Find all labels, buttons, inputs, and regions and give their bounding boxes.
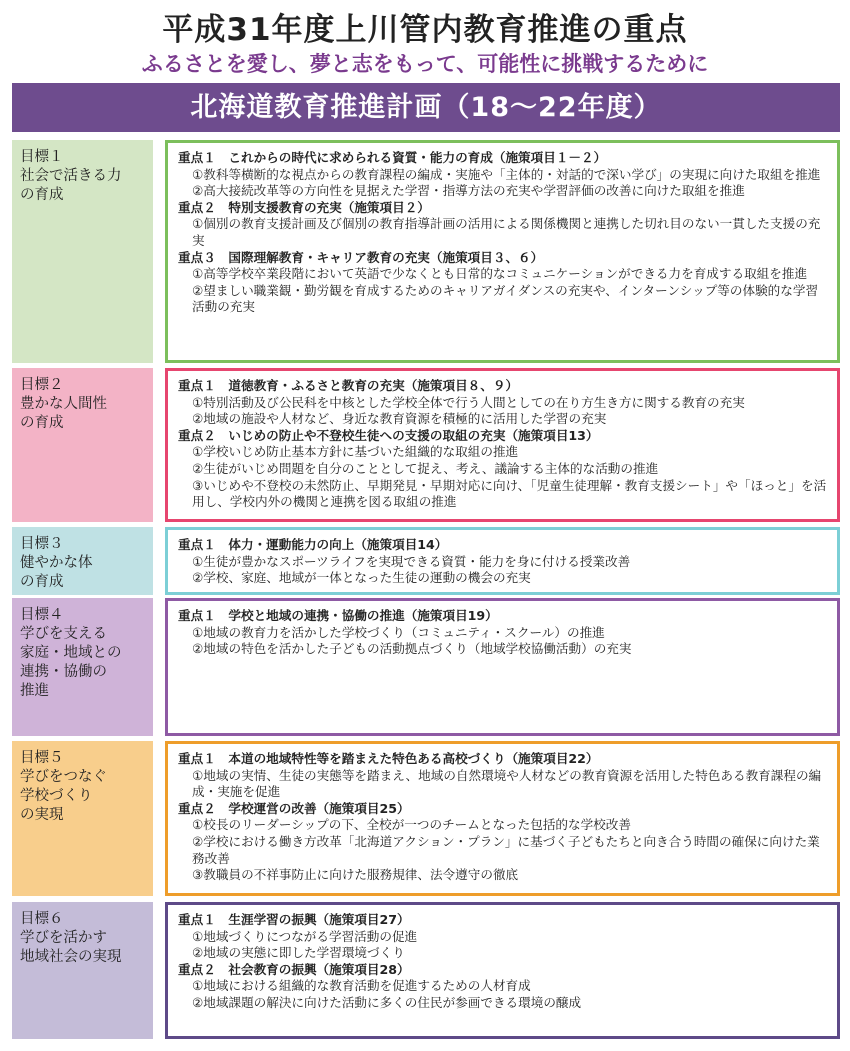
goal-content-4 xyxy=(165,598,840,736)
priority-item: ①特別活動及び公民科を中核とした学校全体で行う人間としての在り方生き方に関する教育の充実 xyxy=(192,394,745,410)
goal-label-line: の育成 xyxy=(20,415,64,431)
priority-item: ①教科等横断的な視点からの教育課程の編成・実施や「主体的・対話的で深い学び」の実現に向けた取組を推進 xyxy=(192,166,821,182)
priority-heading: 重点１ 学校と地域の連携・協働の推進（施策項目19） xyxy=(178,608,498,623)
priority-heading: 重点２ 学校運営の改善（施策項目25） xyxy=(178,800,410,816)
goal-label-line: 目標６ xyxy=(20,911,64,927)
priority-item: ①地域の実情、生徒の実態等を踏まえ、地域の自然環境や人材などの教育資源を活用した特色ある教育課程の編成・実施を促進 xyxy=(192,767,822,800)
goal-content-6 xyxy=(165,902,840,1039)
goal-row-6 xyxy=(12,902,840,1039)
priority-item: ①地域づくりにつながる学習活動の促進 xyxy=(192,928,418,944)
goal-label-line: 目標２ xyxy=(20,377,64,393)
priority-item: ①生徒が豊かなスポーツライフを実現できる資質・能力を身に付ける授業改善 xyxy=(192,553,631,569)
priority-item: ③いじめや不登校の未然防止、早期発見・早期対応に向け、「児童生徒理解・教育支援シート」や「ほっと」を活用し、学校内外の機関と連携を図る取組の推進 xyxy=(192,477,827,510)
page-subtitle: ふるさとを愛し、夢と志をもって、可能性に挑戦するために xyxy=(141,52,709,76)
goal-content-3 xyxy=(165,527,840,595)
priority-item: ②地域の施設や人材など、身近な教育資源を積極的に活用した学習の充実 xyxy=(192,411,607,427)
goal-label-line: 目標４ xyxy=(20,607,64,623)
goal-content-1 xyxy=(165,140,840,363)
goal-label-line: 学びを支える xyxy=(20,626,107,642)
goal-label-line: 目標３ xyxy=(20,536,64,552)
goal-label-line: 連携・協働の xyxy=(20,664,107,680)
goal-content-5 xyxy=(165,741,840,896)
goal-label-line: 地域社会の実現 xyxy=(20,949,122,965)
page-title: 平成31年度上川管内教育推進の重点 xyxy=(162,12,688,48)
goal-label-line: 学びを活かす xyxy=(20,930,107,946)
goal-label-line: の実現 xyxy=(20,807,64,823)
priority-heading: 重点２ 特別支援教育の充実（施策項目２） xyxy=(178,199,430,215)
priority-item: ②高大接続改革等の方向性を見据えた学習・指導方法の充実や学習評価の改善に向けた取組を推進 xyxy=(192,183,745,199)
goal-label-5 xyxy=(12,741,153,896)
goal-row-5 xyxy=(12,741,840,896)
priority-heading: 重点１ 本道の地域特性等を踏まえた特色ある高校づくり（施策項目22） xyxy=(178,751,599,766)
priority-heading: 重点１ 体力・運動能力の向上（施策項目14） xyxy=(178,537,448,552)
priority-item: ②地域課題の解決に向けた活動に多くの住民が参画できる環境の醸成 xyxy=(192,994,582,1010)
priority-heading: 重点１ 道徳教育・ふるさと教育の充実（施策項目８、９） xyxy=(178,378,519,393)
goal-row-2 xyxy=(12,368,840,522)
goal-label-line: 目標５ xyxy=(20,750,64,766)
goal-label-line: 目標１ xyxy=(20,149,64,165)
priority-heading: 重点１ これからの時代に求められる資質・能力の育成（施策項目１－２） xyxy=(178,150,607,165)
goal-row-1 xyxy=(12,140,840,363)
priority-heading: 重点１ 生涯学習の振興（施策項目27） xyxy=(178,912,410,927)
priority-item: ②学校、家庭、地域が一体となった生徒の運動の機会の充実 xyxy=(192,570,531,586)
goal-label-2 xyxy=(12,368,153,522)
goal-label-line: 推進 xyxy=(20,683,49,699)
goal-row-3 xyxy=(12,527,840,595)
priority-item: ①地域における組織的な教育活動を促進するための人材育成 xyxy=(192,978,531,994)
priority-heading: 重点２ 社会教育の振興（施策項目28） xyxy=(178,961,410,977)
priority-item: ②地域の特色を活かした子どもの活動拠点づくり（地域学校協働活動）の充実 xyxy=(192,641,632,657)
goal-label-1 xyxy=(12,140,153,363)
goal-label-line: の育成 xyxy=(20,187,64,203)
priority-item: ②望ましい職業観・勤労観を育成するためのキャリアガイダンスの充実や、インターンシップ等の体験的な学習活動の充実 xyxy=(192,282,819,315)
goal-row-4 xyxy=(12,598,840,736)
priority-item: ①校長のリーダーシップの下、全校が一つのチームとなった包括的な学校改善 xyxy=(192,817,631,833)
goal-label-line: 家庭・地域との xyxy=(20,645,122,661)
goal-label-3 xyxy=(12,527,153,595)
goal-label-line: の育成 xyxy=(20,574,64,590)
priority-item: ②学校における働き方改革「北海道アクション・プラン」に基づく子どもたちと向き合う時間の確保に向けた業務改善 xyxy=(192,833,820,866)
priority-item: ①学校いじめ防止基本方針に基づいた組織的な取組の推進 xyxy=(192,444,519,460)
priority-item: ②生徒がいじめ問題を自分のこととして捉え、考え、議論する主体的な活動の推進 xyxy=(192,460,659,476)
goal-label-line: 健やかな体 xyxy=(20,555,93,571)
plan-banner: 北海道教育推進計画（18〜22年度） xyxy=(12,83,840,132)
goal-label-4 xyxy=(12,598,153,736)
goal-label-line: 学校づくり xyxy=(20,788,93,804)
goal-label-line: 学びをつなぐ xyxy=(20,769,107,785)
priority-item: ①個別の教育支援計画及び個別の教育指導計画の活用による関係機関と連携した切れ目のない一貫した支援の充実 xyxy=(192,216,821,248)
goal-content-2 xyxy=(165,368,840,522)
priority-heading: 重点３ 国際理解教育・キャリア教育の充実（施策項目３、６） xyxy=(178,249,544,265)
priority-item: ③教職員の不祥事防止に向けた服務規律、法令遵守の徹底 xyxy=(192,867,519,883)
goal-label-line: 社会で活きる力 xyxy=(20,168,122,184)
goal-label-line: 豊かな人間性 xyxy=(20,396,107,412)
priority-item: ②地域の実態に即した学習環境づくり xyxy=(192,945,405,961)
priority-heading: 重点２ いじめの防止や不登校生徒への支援の取組の充実（施策項目13） xyxy=(178,427,599,443)
goal-label-6 xyxy=(12,902,153,1039)
priority-item: ①高等学校卒業段階において英語で少なくとも日常的なコミュニケーションができる力を育成する取組を推進 xyxy=(192,266,808,282)
priority-item: ①地域の教育力を活かした学校づくり（コミュニティ・スクール）の推進 xyxy=(192,624,605,640)
